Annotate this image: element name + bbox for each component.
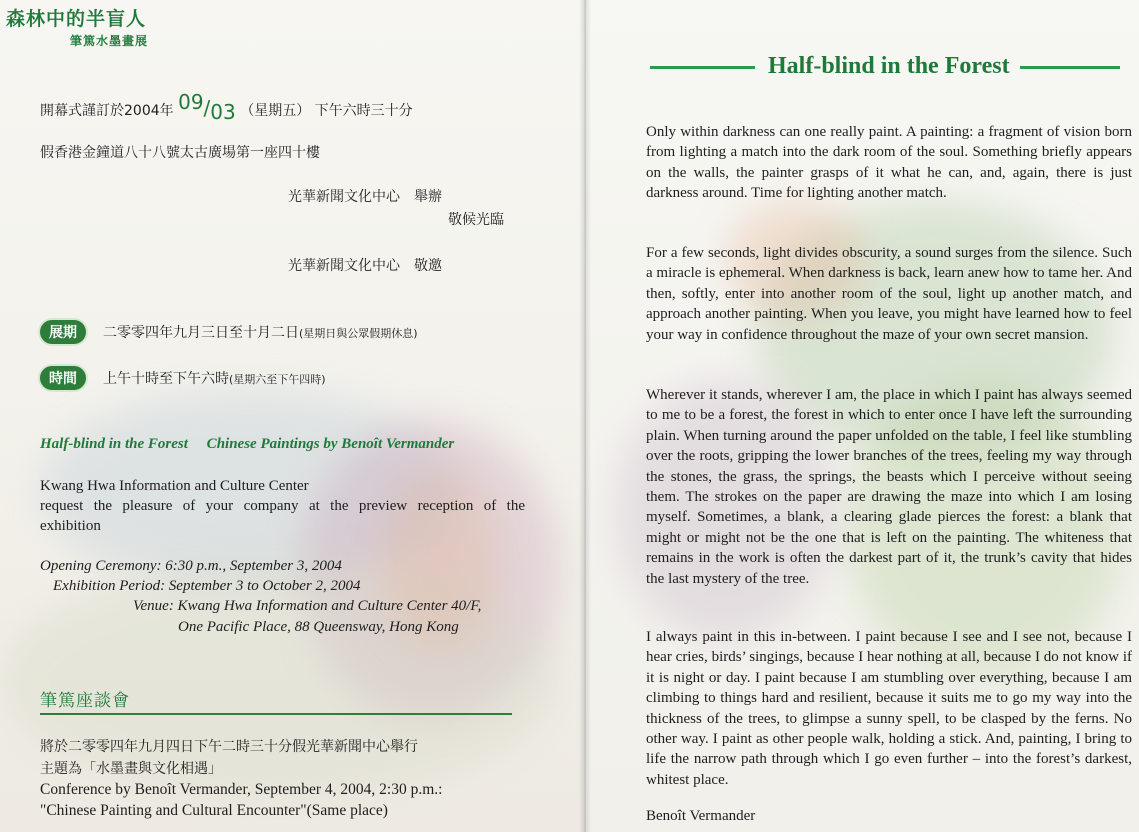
paragraph-4: I always paint in this in-between. I paint because I see and I see not, because I hear cries, birds’ singings, because I hear nothing at all, because I do not know if it is night or day. I paint because I am stumbling over everything, because I am climbing to things hard and resilient, because it suits me to go my way into the thickness of the trees, to glimpse a sunny spell, to be clasped by the ferns. No other way. I paint as other people walk, holding a stick. And, painting, I bring to life the narrow path through which I go even further – into the forest’s darkest, whitest place. — [646, 629, 1132, 788]
venue-line2: One Pacific Place, 88 Queensway, Hong Kong — [178, 619, 459, 635]
heading-rule-right — [1020, 66, 1120, 69]
conference-en-line2: "Chinese Painting and Cultural Encounter"(Same place) — [40, 802, 388, 819]
conference-cn-line1: 將於二零零四年九月四日下午二時三十分假光華新聞中心舉行 — [40, 739, 418, 755]
paragraph-3: Wherever it stands, wherever I am, the place in which I paint has always seemed to me to be a forest, the forest in which to enter once I have left the surrounding plain. When turning around the paper unfolded on the table, I feel like stumbling over the roots, gripping the lower branches of the trees, feeling my way through the stones, the grass, the springs, the beasts which I perceive without seeing them. The strokes on the paper are drawing the maze into which I am losing myself. Sometimes, a blank, a clearing glade pierces the forest: a blank that might or might not be the one that is left on the painting. The whiteness that remains in the work is often the darkest part of it, the trunk’s cavity that hides the last mystery of the tree. — [646, 387, 1132, 587]
request-line1: request the pleasure of your company at the preview reception of the — [40, 498, 525, 514]
hours-text: 上午十時至下午六時 — [103, 371, 229, 387]
subtitle-cn: 筆篤水墨畫展 — [70, 34, 149, 48]
opening-prefix: 開幕式謹訂於2004年 — [40, 103, 174, 119]
period-line — [103, 322, 418, 342]
invite-line: 光華新聞文化中心 敬邀 — [288, 258, 442, 274]
title-cn: 森林中的半盲人 — [6, 8, 147, 30]
opening-en: Opening Ceremony: 6:30 p.m., September 3, 2004 — [40, 558, 342, 574]
period-badge: 展期 — [40, 320, 86, 344]
hours-line — [103, 368, 326, 388]
paragraph-1: Only within darkness can one really paint. A painting: a fragment of vision born from lighting a match into the dark room of the soul. Something briefly appears on the walls, the painter grasps of it what he can, and, again, there is just darkness around. Time for lighting another match. — [646, 124, 1132, 202]
paragraph-2: For a few seconds, light divides obscurity, a sound surges from the silence. Such a miracle is ephemeral. When darkness is back, learn anew how to tame her. And then, softly, enter into another room of the soul, light up another match, and approach another painting. When you leave, you might have learned how to feel your way in confidence throughout the maze of your own secret mansion. — [646, 245, 1132, 343]
hours-badge: 時間 — [40, 366, 86, 390]
conference-en-line1: Conference by Benoît Vermander, September 4, 2004, 2:30 p.m.: — [40, 781, 443, 798]
opening-suffix: （星期五） 下午六時三十分 — [240, 103, 413, 119]
period-en: Exhibition Period: September 3 to October 2, 2004 — [53, 578, 361, 594]
signature: Benoît Vermander — [646, 808, 756, 824]
host-en: Kwang Hwa Information and Culture Center — [40, 478, 309, 494]
address-cn: 假香港金鐘道八十八號太古廣場第一座四十樓 — [40, 145, 320, 161]
page-fold — [579, 0, 591, 832]
venue-line1: Venue: Kwang Hwa Information and Culture Center 40/F, — [133, 598, 482, 614]
right-heading: Half-blind in the Forest — [768, 53, 1010, 79]
opening-day: 03 — [210, 100, 236, 124]
conference-rule — [40, 713, 512, 715]
request-line2: exhibition — [40, 518, 101, 534]
heading-rule-left — [650, 66, 755, 69]
conference-heading-cn: 筆篤座談會 — [40, 691, 130, 711]
opening-month: 09 — [178, 90, 204, 114]
host-line2: 敬候光臨 — [448, 212, 504, 228]
opening-line-cn: 開幕式謹訂於2004年 09/03 （星期五） 下午六時三十分 — [40, 90, 413, 124]
host-line1: 光華新聞文化中心 舉辦 — [288, 189, 442, 205]
en-title: Half-blind in the Forest Chinese Paintings by Benoît Vermander — [40, 436, 455, 452]
conference-cn-line2: 主題為「水墨畫與文化相遇」 — [40, 761, 222, 777]
period-text: 二零零四年九月三日至十月二日 — [103, 325, 299, 341]
hours-note: (星期六至下午四時) — [229, 373, 326, 386]
period-note: (星期日與公眾假期休息) — [299, 327, 418, 340]
